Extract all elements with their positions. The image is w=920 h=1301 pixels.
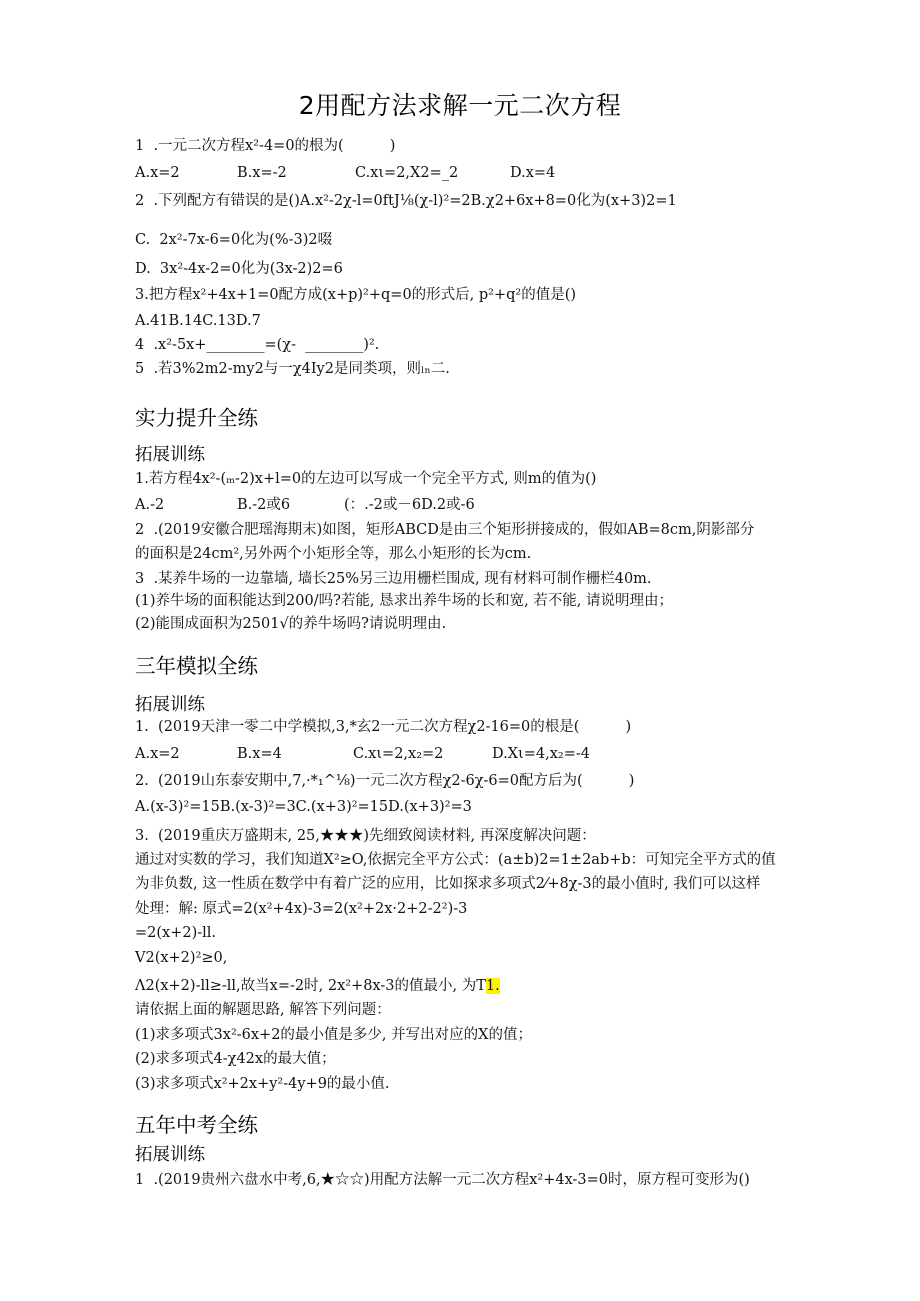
question-2-option-d: D. 3x²-4x-2=0化为(3x-2)2=6	[135, 261, 343, 277]
question-1-options	[135, 744, 590, 764]
option-b: B.-2或6	[237, 497, 291, 513]
subsection-heading: 拓展训练	[135, 695, 205, 715]
question-1: 1 .(2019贵州六盘水中考,6,★☆☆)用配方法解一元二次方程x²+4x-3=0时，原方程可变形为()	[135, 1172, 750, 1188]
option-a: A.x=2	[135, 746, 180, 762]
material-line-1: 通过对实数的学习，我们知道X²≥O,依据完全平方公式：(a±b)2=1±2ab+b：可知完全平方式的值	[135, 852, 776, 868]
option-a: A.x=2	[135, 165, 180, 181]
question-1: 1.若方程4x²-(ₘ-2)x+l=0的左边可以写成一个完全平方式, 则m的值为()	[135, 471, 597, 487]
question-1: 1 .一元二次方程x²-4=0的根为( )	[135, 138, 396, 154]
section-heading-three-year: 三年模拟全练	[135, 654, 258, 678]
section-heading-strength: 实力提升全练	[135, 406, 258, 430]
question-1-options	[135, 163, 555, 183]
question-2-line-1: 2 .(2019安徽合肥瑶海期末)如图，矩形ABCD是由三个矩形拼接成的，假如AB=8cm,阴影部分	[135, 522, 755, 538]
question-1-options	[135, 495, 475, 515]
question-3: 3.把方程x²+4x+1=0配方成(x+p)²+q=0的形式后, p²+q²的值是()	[135, 287, 577, 303]
task-1: (1)求多项式3x²-6x+2的最小值是多少, 并写出对应的X的值；	[135, 1027, 532, 1043]
question-3-part-1: (1)养牛场的面积能达到200/吗?若能, 恳求出养牛场的长和宽, 若不能, 请说明理由；	[135, 593, 674, 609]
question-2: 2. (2019山东泰安期中,7,·*₁^⅛)一元二次方程χ2-6χ-6=0配方后为( )	[135, 773, 635, 789]
option-b: B.x=-2	[237, 165, 287, 181]
option-c: C.xι=2,x₂=2	[353, 746, 444, 762]
page-title: 2用配方法求解一元二次方程	[298, 91, 622, 120]
option-cd: (：.-2或－6D.2或-6	[344, 497, 475, 513]
conclusion-text: Λ2(x+2)-ll≥-ll,故当x=-2时, 2x²+8x-3的值最小, 为T	[135, 978, 486, 994]
subsection-heading: 拓展训练	[135, 1145, 205, 1165]
instruction-line: 请依据上面的解题思路, 解答下列问题：	[135, 1002, 391, 1018]
section-heading-five-year: 五年中考全练	[135, 1113, 258, 1137]
material-line-2: 为非负数, 这一性质在数学中有着广泛的应用，比如探求多项式2⁄+8χ-3的最小值时, 我们可以这样	[135, 876, 761, 892]
material-line-3: 处理：解: 原式=2(x²+4x)-3=2(x²+2x·2+2-2²)-3	[135, 901, 468, 917]
question-4: 4 .x²-5x+________=(χ- ________)².	[135, 337, 380, 353]
question-2-option-c: C. 2x²-7x-6=0化为(%-3)2啜	[135, 232, 333, 248]
subsection-heading: 拓展训练	[135, 445, 205, 465]
question-3-options: A.41B.14C.13D.7	[135, 313, 261, 329]
question-3-part-2: (2)能围成面积为2501√的养牛场吗?请说明理由.	[135, 616, 447, 632]
question-3: 3 .某养牛场的一边靠墙, 墙长25%另三边用栅栏围成, 现有材料可制作栅栏40m.	[135, 571, 652, 587]
option-a: A.-2	[135, 497, 165, 513]
question-2: 2 .下列配方有错误的是()A.x²-2χ-l=0ftJ⅛(χ-l)²=2B.χ2+6x+8=0化为(x+3)2=1	[135, 193, 677, 209]
material-line-6	[135, 976, 500, 996]
material-line-5: V2(x+2)²≥0,	[135, 950, 228, 966]
question-3: 3. (2019重庆万盛期末, 25,★★★)先细致阅读材料, 再深度解决问题：	[135, 828, 596, 844]
option-d: D.x=4	[510, 165, 556, 181]
highlighted-text: 1.	[485, 978, 500, 994]
question-5: 5 .若3%2m2-my2与一χ4Iy2是同类项，则ₗₙ二.	[135, 361, 450, 377]
option-d: D.Xι=4,x₂=-4	[492, 746, 590, 762]
option-b: B.x=4	[237, 746, 282, 762]
task-3: (3)求多项式x²+2x+y²-4y+9的最小值.	[135, 1076, 390, 1092]
option-c: C.xι=2,X2=_2	[355, 165, 459, 181]
question-1: 1. (2019天津一零二中学模拟,3,*玄2一元二次方程χ2-16=0的根是( )	[135, 719, 632, 735]
question-2-line-2: 的面积是24cm²,另外两个小矩形全等，那么小矩形的长为cm.	[135, 546, 532, 562]
task-2: (2)求多项式4-χ42x的最大值；	[135, 1051, 336, 1067]
question-2-options: A.(x-3)²=15B.(x-3)²=3C.(x+3)²=15D.(x+3)²=3	[135, 799, 472, 815]
material-line-4: =2(x+2)-ll.	[135, 925, 217, 941]
